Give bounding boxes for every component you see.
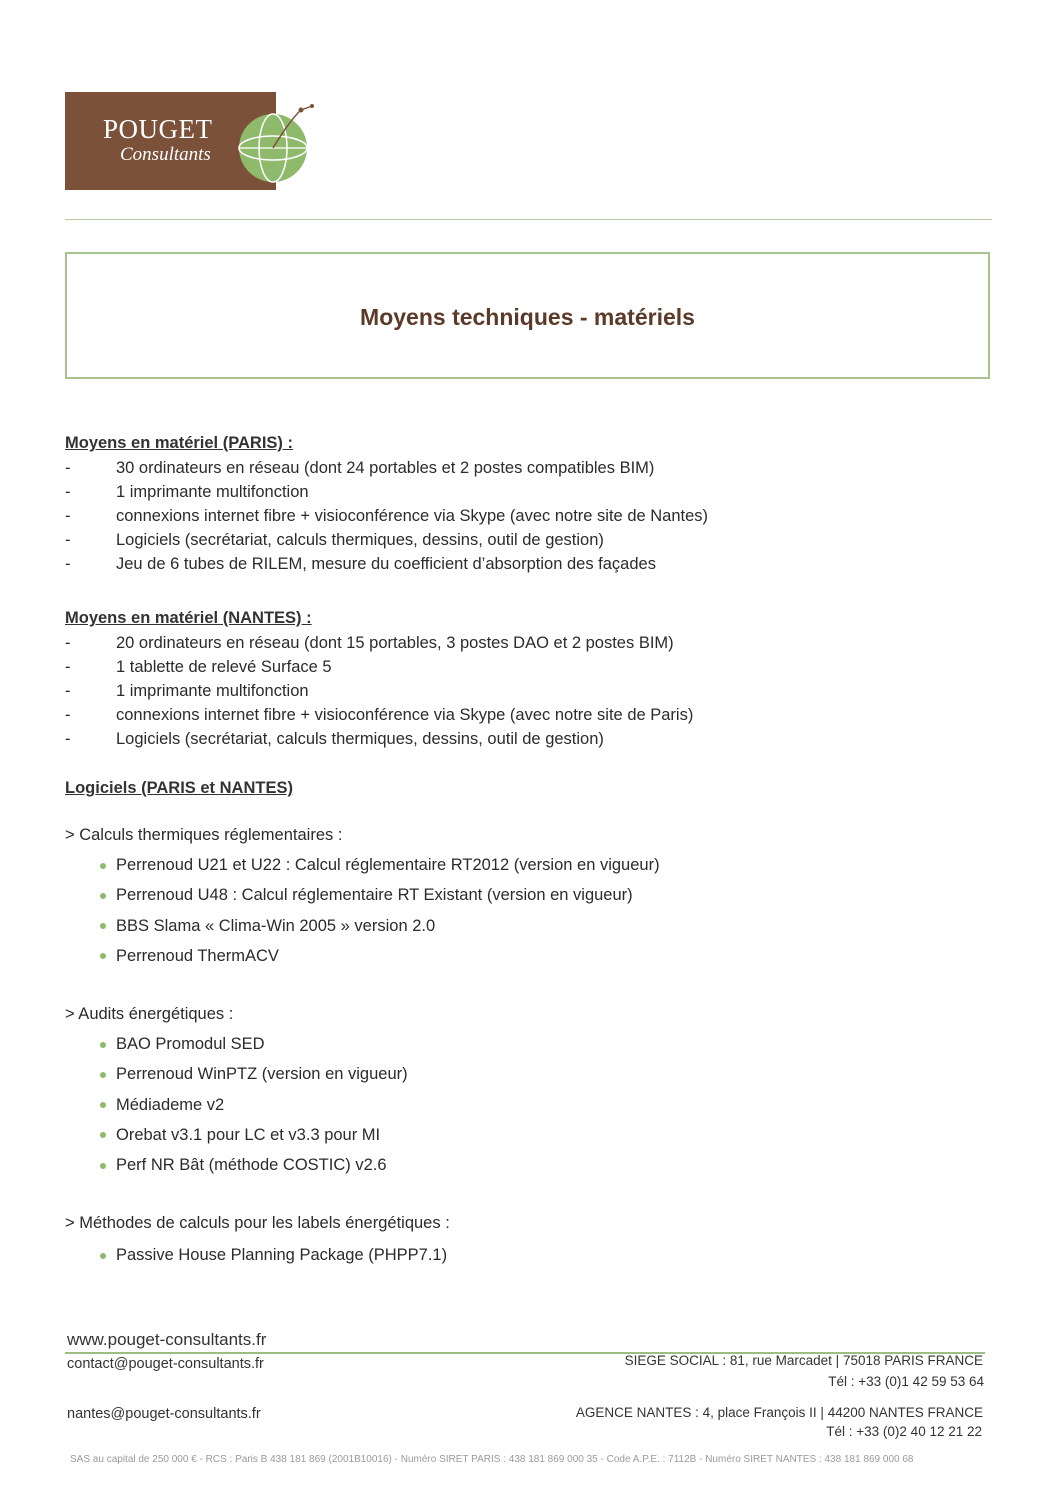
list-item: - Logiciels (secrétariat, calculs thermiques, dessins, outil de gestion) — [65, 531, 604, 549]
group-title-thermal: > Calculs thermiques réglementaires : — [65, 826, 343, 844]
group-title-labels: > Méthodes de calculs pour les labels énergétiques : — [65, 1214, 450, 1232]
paris-equipment-list — [65, 456, 708, 576]
nantes-equipment-list — [65, 631, 693, 751]
bullet-icon — [100, 1072, 106, 1078]
bullet-icon — [100, 1253, 106, 1259]
nantes-heading: Moyens en matériel (NANTES) : — [65, 609, 312, 627]
list-item: - Jeu de 6 tubes de RILEM, mesure du coefficient d’absorption des façades — [65, 555, 656, 573]
footer-nantes-email[interactable]: nantes@pouget-consultants.fr — [67, 1406, 261, 1422]
list-item: Perrenoud U48 : Calcul réglementaire RT Existant (version en vigueur) — [100, 880, 660, 910]
footer-legal-text: SAS au capital de 250 000 € - RCS : Paris B 438 181 869 (2001B10016) - Numéro SIRET PARIS : 438 181 869 000 35 - Code A.P.E. : 7112B - Numéro SIRET NANTES : 438 181 869 000 68 — [70, 1454, 914, 1465]
footer-agence-address: AGENCE NANTES : 4, place François II | 44200 NANTES FRANCE — [575, 1405, 983, 1420]
title-box — [65, 252, 990, 379]
bullet-icon — [100, 1042, 106, 1048]
list-item: Orebat v3.1 pour LC et v3.3 pour MI — [100, 1120, 408, 1150]
bullet-icon — [100, 1102, 106, 1108]
list-item: - 1 imprimante multifonction — [65, 682, 309, 700]
globe-icon — [235, 100, 315, 190]
list-item: - Logiciels (secrétariat, calculs thermiques, dessins, outil de gestion) — [65, 730, 604, 748]
list-item: - 20 ordinateurs en réseau (dont 15 portables, 3 postes DAO et 2 postes BIM) — [65, 634, 674, 652]
company-logo — [65, 92, 325, 192]
bullet-icon — [100, 863, 106, 869]
list-item: - 1 imprimante multifonction — [65, 483, 309, 501]
logo-subtitle: Consultants — [120, 144, 211, 165]
footer-siege-phone: Tél : +33 (0)1 42 59 53 64 — [828, 1374, 984, 1389]
bullet-icon — [100, 1132, 106, 1138]
list-item: - connexions internet fibre + visioconférence via Skype (avec notre site de Paris) — [65, 706, 694, 724]
bullet-icon — [100, 923, 106, 929]
software-heading: Logiciels (PARIS et NANTES) — [65, 779, 293, 797]
label-software-list — [100, 1240, 447, 1270]
list-item: Perrenoud U21 et U22 : Calcul réglementaire RT2012 (version en vigueur) — [100, 850, 660, 880]
list-item: Perf NR Bât (méthode COSTIC) v2.6 — [100, 1150, 408, 1180]
list-item: - 30 ordinateurs en réseau (dont 24 portables et 2 postes compatibles BIM) — [65, 459, 655, 477]
audit-software-list — [100, 1029, 408, 1180]
list-item: - 1 tablette de relevé Surface 5 — [65, 658, 332, 676]
list-item: BBS Slama « Clima-Win 2005 » version 2.0 — [100, 911, 660, 941]
header-divider — [65, 219, 992, 220]
list-item: Médiademe v2 — [100, 1090, 408, 1120]
footer-contact-email[interactable]: contact@pouget-consultants.fr — [67, 1356, 264, 1372]
list-item: Perrenoud ThermACV — [100, 941, 660, 971]
bullet-icon — [100, 1163, 106, 1169]
logo-wordmark: POUGET — [103, 114, 213, 144]
paris-heading: Moyens en matériel (PARIS) : — [65, 434, 293, 452]
footer-website-link[interactable]: www.pouget-consultants.fr — [67, 1330, 267, 1349]
bullet-icon — [100, 953, 106, 959]
group-title-audits: > Audits énergétiques : — [65, 1005, 234, 1023]
thermal-software-list — [100, 850, 660, 971]
list-item: BAO Promodul SED — [100, 1029, 408, 1059]
footer-agence-phone: Tél : +33 (0)2 40 12 21 22 — [826, 1424, 982, 1439]
list-item: - connexions internet fibre + visioconférence via Skype (avec notre site de Nantes) — [65, 507, 709, 525]
footer-siege-address: SIEGE SOCIAL : 81, rue Marcadet | 75018 PARIS FRANCE — [624, 1353, 983, 1368]
bullet-icon — [100, 893, 106, 899]
list-item: Perrenoud WinPTZ (version en vigueur) — [100, 1059, 408, 1089]
page-title: Moyens techniques - matériels — [360, 304, 695, 330]
list-item: Passive House Planning Package (PHPP7.1) — [100, 1240, 447, 1270]
